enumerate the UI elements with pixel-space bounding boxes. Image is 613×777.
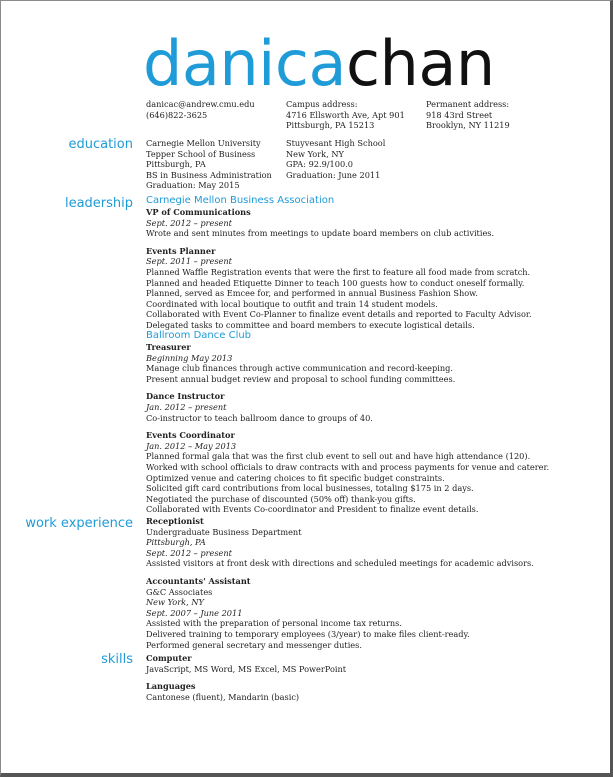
role-date: Beginning May 2013 [146,352,233,363]
campus-label: Campus address: [286,99,358,109]
role-title: Dance Instructor [146,391,225,402]
role-detail: Coordinated with local boutique to outfit and train 14 student models. [146,298,438,309]
job-org: Undergraduate Business Department [146,526,302,537]
role-detail: Collaborated with Events Co-coordinator and President to finalize event details. [146,504,479,515]
education-line: Graduation: May 2015 [146,180,240,191]
role-detail: Wrote and sent minutes from meetings to update board members on club activities. [146,228,495,239]
job-detail: Assisted visitors at front desk with directions and scheduled meetings for academic advisors. [146,558,534,569]
work-list [146,516,566,650]
role-detail: Co-instructor to teach ballroom dance to groups of 40. [146,412,373,423]
job-date: Sept. 2007 – June 2011 [146,607,243,618]
org-ballroom [146,330,566,515]
education-line: BS in Business Administration [146,169,272,180]
role-date: Sept. 2012 – present [146,217,232,228]
phone: (646)822-3625 [146,109,208,120]
role-detail: Manage club finances through active communication and record-keeping. [146,363,454,374]
role-detail: Planned and headed Etiquette Dinner to teach 100 guests how to conduct oneself formally. [146,277,525,288]
section-label-leadership: leadership [64,196,133,211]
education-high-school [286,138,385,180]
resume-name [143,24,495,104]
permanent-line-2: Brooklyn, NY 11219 [426,120,510,131]
section-label-skills: skills [101,652,133,667]
org-cmba [146,195,566,331]
skills-languages-title: Languages [146,681,196,692]
permanent-label: Permanent address: [426,99,510,109]
role-title: Events Planner [146,245,216,256]
education-university [146,138,272,191]
job-date: Sept. 2012 – present [146,547,232,558]
role-detail: Worked with school officials to draw contracts with and process payments for venue and caterer. [146,461,550,472]
skills-computer: JavaScript, MS Word, MS Excel, MS PowerPoint [146,663,347,674]
email: danicac@andrew.cmu.edu [146,99,255,109]
role-detail: Solicited gift card contributions from local businesses, totaling $175 in 2 days. [146,483,474,494]
role-title: VP of Communications [146,207,251,217]
org-name: Carnegie Mellon Business Association [146,195,335,206]
skills-list [146,653,566,702]
job-title: Accountants' Assistant [146,575,251,586]
skills-computer-title: Computer [146,653,192,663]
job-title: Receptionist [146,516,204,526]
education-line: Graduation: June 2011 [286,169,381,180]
education-line: Carnegie Mellon University [146,138,261,148]
role-detail: Collaborated with Event Co-Planner to finalize event details and reported to Faculty Advisor. [146,309,532,320]
role-detail: Planned Waffle Registration events that were the first to feature all food made from scratch. [146,266,531,277]
job-place: New York, NY [146,597,204,608]
role-detail: Present annual budget review and proposal to school funding committees. [146,373,456,384]
campus-line-2: Pittsburgh, PA 15213 [286,120,375,131]
permanent-line-1: 918 43rd Street [426,109,493,120]
education-line: GPA: 92.9/100.0 [286,159,353,170]
education-line: Stuyvesant High School [286,138,386,148]
role-date: Jan. 2012 – present [146,401,227,412]
job-place: Pittsburgh, PA [146,537,206,548]
permanent-address [426,99,510,131]
skills-languages: Cantonese (fluent), Mandarin (basic) [146,691,300,702]
role-date: Jan. 2012 – May 2013 [146,440,237,451]
contact-email-phone [146,99,255,120]
job-detail: Delivered training to temporary employees (3/year) to make files client-ready. [146,628,470,639]
role-detail: Planned formal gala that was the first club event to sell out and have high attendance (120). [146,451,531,462]
job-org: G&C Associates [146,586,213,597]
campus-line-1: 4716 Ellsworth Ave, Apt 901 [286,109,405,120]
section-label-education: education [68,137,133,152]
role-detail: Negotiated the purchase of discounted (50% off) thank-you gifts. [146,493,416,504]
role-title: Treasurer [146,342,191,352]
role-title: Events Coordinator [146,430,235,441]
education-line: New York, NY [286,148,344,159]
campus-address [286,99,405,131]
role-date: Sept. 2011 – present [146,256,232,267]
last-name: chan [345,27,495,100]
education-line: Pittsburgh, PA [146,159,206,170]
job-detail: Performed general secretary and messenger duties. [146,639,362,650]
role-detail: Planned, served as Emcee for, and performed in annual Business Fashion Show. [146,288,478,299]
role-detail: Delegated tasks to committee and board members to execute logistical details. [146,319,475,330]
org-name: Ballroom Dance Club [146,330,252,341]
first-name: danica [143,27,346,100]
role-detail: Optimized venue and catering choices to fit specific budget constraints. [146,472,445,483]
job-detail: Assisted with the preparation of personal income tax returns. [146,618,402,629]
section-label-work: work experience [25,516,133,531]
education-line: Tepper School of Business [146,148,256,159]
